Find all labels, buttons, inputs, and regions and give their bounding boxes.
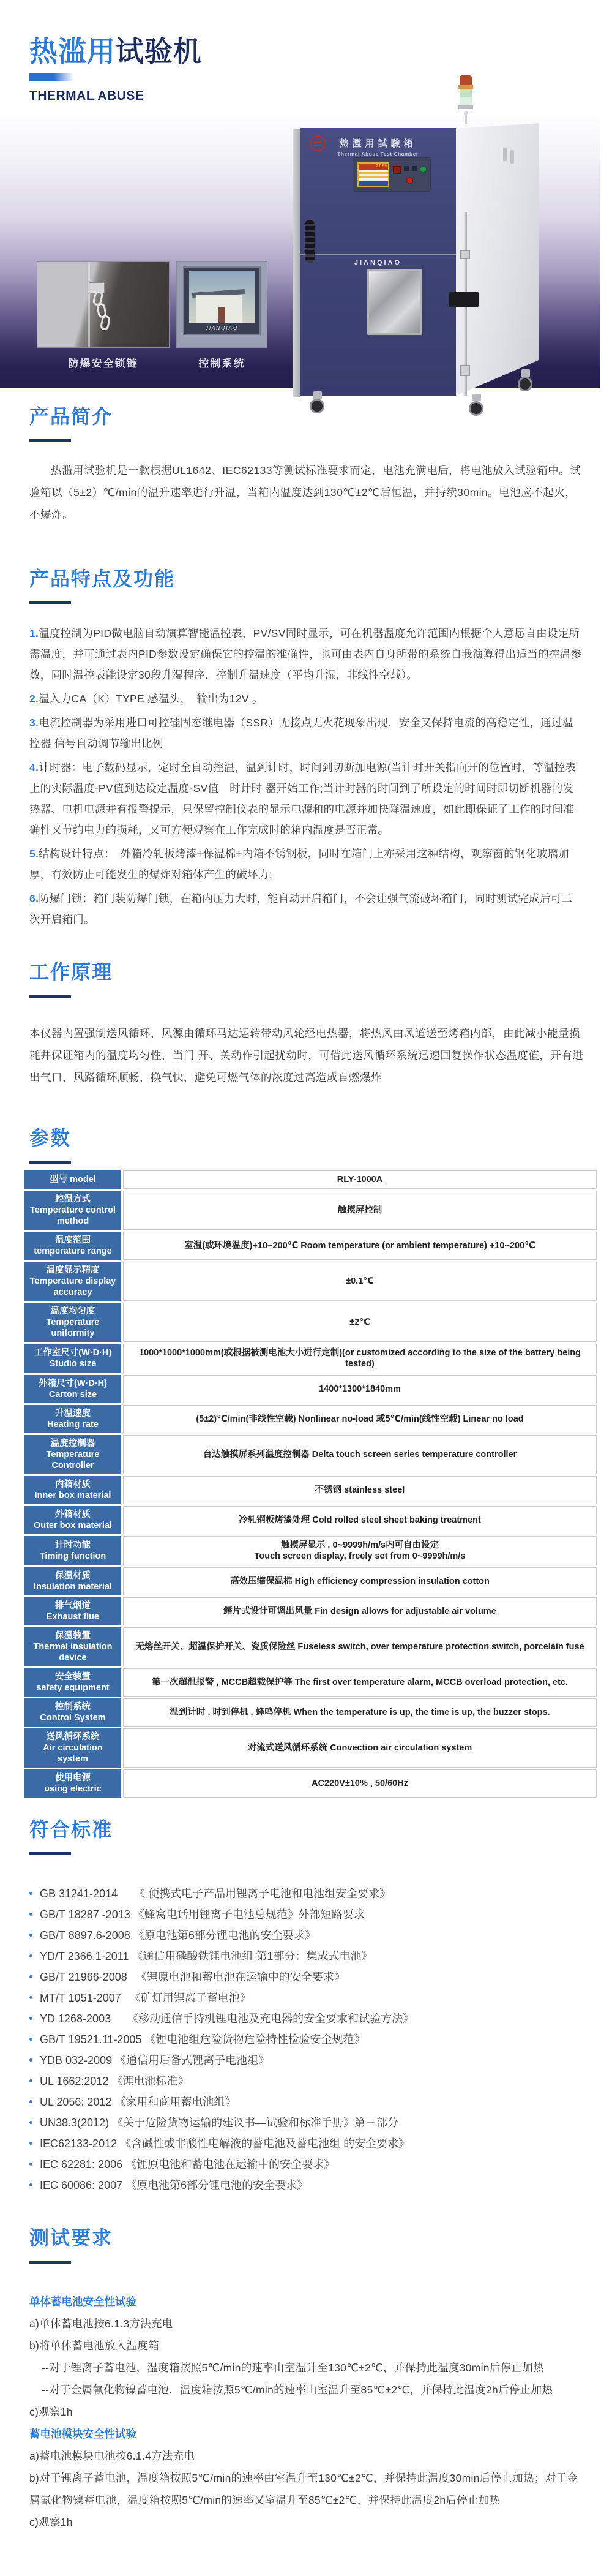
param-value [123,1567,597,1595]
param-label [24,1769,121,1798]
param-value-line: 冷轧钢板烤漆处理 Cold rolled steel sheet baking treatment [239,1515,481,1525]
machine-name-zh: 熱濫用試驗箱 [339,138,417,149]
inset-photo-control-system [176,261,267,348]
signal-tower-base [458,105,473,109]
param-value [123,1344,597,1373]
param-value-line: Touch screen display, freely set from 0~9999h/m/s [254,1551,466,1561]
param-label-line: 排气烟道 [55,1601,91,1611]
hinge-knuckle-top [460,250,470,259]
bullet-icon [29,2017,32,2020]
table-row [24,1405,597,1433]
table-row [24,1668,597,1697]
param-label-line: Temperature Controller [46,1450,100,1471]
param-label [24,1375,121,1403]
param-value-line: (5±2)℃/min(非线性空载) Nonlinear no-load 或5℃/min(线性空载) Linear no load [196,1414,524,1424]
table-row [24,1191,597,1230]
bullet-icon [29,2058,32,2062]
table-row [24,1375,597,1403]
standards-list [29,1883,583,2196]
standard-item [29,2133,583,2154]
standard-text: GB/T 18287 -2013 《蜂窝电话用锂离子电池总规范》外部短路要求 [40,1908,365,1921]
param-label [24,1728,121,1768]
standard-item [29,1904,583,1925]
param-value-line: 1400*1300*1840mm [319,1384,401,1394]
param-label-line: 计时功能 [55,1540,91,1550]
test-subtitle: 蓄电池模块安全性试验 [29,2428,136,2440]
stop-button[interactable] [406,177,413,184]
param-label-line: Outer box material [33,1521,113,1531]
param-label-line: 温度范围 [55,1235,91,1245]
bullet-icon [29,2142,32,2145]
page-subtitle: THERMAL ABUSE [29,89,144,103]
param-label-line: 温度显示精度 [46,1265,100,1275]
feature-text: 温入力CA（K）TYPE 感温头， 输出为12V 。 [39,693,263,705]
bullet-icon [29,1892,32,1895]
touchscreen[interactable] [357,162,389,187]
inset-caption-control-system: 控制系统 [198,358,245,369]
section-features-title: 产品特点及功能 [29,568,176,590]
param-value-line: 不锈钢 stainless steel [315,1485,405,1495]
table-row [24,1170,597,1189]
door-brand-text: JIANQIAO [354,259,402,266]
standard-text: UL 2056: 2012 《家用和商用蓄电池组》 [40,2096,236,2108]
bullet-icon [29,2079,32,2082]
table-row [24,1344,597,1373]
section-params [0,1123,612,1799]
table-row [24,1769,597,1798]
param-label [24,1567,121,1595]
param-label [24,1170,121,1189]
hinge-knuckle-bottom [460,365,470,376]
param-value [123,1506,597,1534]
feature-item [29,688,583,709]
standard-item [29,1987,583,2008]
param-value [123,1668,597,1697]
indicator-light [404,166,409,171]
touch-panel-frame [183,266,261,335]
param-value [123,1375,597,1403]
param-label [24,1627,121,1666]
section-underline [29,1161,71,1164]
screen-footer [359,181,388,186]
standard-text: GB/T 21966-2008 《锂原电池和蓄电池在运输中的安全要求》 [40,1971,345,1983]
param-label-line: Exhaust flue [46,1612,100,1622]
standard-item [29,2175,583,2196]
param-label-line: temperature range [34,1246,112,1256]
param-value [123,1728,597,1768]
param-label-line: 控温方式 [55,1194,91,1204]
param-label-line: Timing function [39,1551,106,1561]
table-row [24,1506,597,1534]
section-params-title: 参数 [29,1127,72,1149]
section-intro [0,401,612,525]
param-label-line: Heating rate [47,1420,99,1429]
section-underline [29,601,71,604]
feature-item [29,757,583,840]
table-row [24,1476,597,1504]
table-row [24,1728,597,1768]
param-label-line: Studio size [49,1359,97,1369]
feature-text: 电流控制器为采用进口可控硅固态继电器（SSR）无接点无火花现象出现，安全又保持电流的高稳定性，通过温控器 信号自动调节输出比例 [29,717,573,750]
inset-caption-safety-chain: 防爆安全锁链 [68,358,138,369]
param-value-line: 高效压缩保温棉 High efficiency compression insulation cotton [230,1576,490,1586]
signal-light-red [460,75,472,85]
test-blocks [29,2291,583,2533]
test-line: b)对于锂离子蓄电池，温度箱按照5℃/min的速率由室温升至130℃±2℃，并保持此温度30min后停止加热；对于金属氰化物镍蓄电池，温度箱按照5℃/min的速率又室温升至85℃±2℃，并保持此温度2h后停止加热 [29,2472,578,2506]
control-panel [353,157,431,192]
standard-text: IEC 62281: 2006 《锂原电池和蓄电池在运输中的安全要求》 [40,2158,335,2171]
param-value-line: AC220V±10% , 50/60Hz [312,1779,408,1788]
parameters-table [23,1169,599,1799]
param-value-line: 第一次超温报警 , MCCB超载保护等 The first over temperature alarm, MCCB overload protection, etc. [152,1678,568,1687]
machine-name-en: Thermal Abuse Test Chamber [337,151,419,157]
signal-light-white [460,97,472,105]
param-label-line: Temperature control method [30,1205,116,1226]
standard-text: YDB 032-2009 《通信用后备式锂离子电池组》 [40,2054,270,2066]
section-intro-title: 产品简介 [29,405,113,427]
param-label [24,1698,121,1727]
signal-tower-joint [464,111,468,115]
bullet-icon [29,1996,32,1999]
section-underline [29,439,71,442]
param-label-line: 内箱材质 [55,1480,91,1489]
param-value-line: 室温(或环境温度)+10~200℃ Room temperature (or ambient temperature) +10~200℃ [184,1241,536,1251]
standard-item [29,2029,583,2050]
page-title-rest: 试验机 [116,36,202,67]
param-label-line: Temperature uniformity [46,1317,100,1338]
param-label-line: 升温速度 [55,1409,91,1418]
caster-wheel [518,369,534,394]
param-label-line: Insulation material [33,1582,113,1592]
param-value-line: 1000*1000*1000mm(或根据被测电池大小进行定制)(or customized according to the size of the battery being tested) [139,1348,581,1369]
param-value-line: ±2℃ [349,1317,370,1327]
param-label [24,1303,121,1342]
test-block [29,2423,583,2533]
param-label-line: 温度均匀度 [50,1306,95,1316]
param-label-line: 使用电源 [55,1773,91,1783]
param-value [123,1232,597,1260]
signal-tower-pole [465,115,467,124]
section-test-title: 测试要求 [29,2227,113,2249]
param-label [24,1405,121,1433]
emergency-stop-button[interactable] [393,166,401,174]
side-vent-slot [503,148,507,161]
standard-text: UL 1662:2012 《锂电池标准》 [40,2075,189,2087]
param-label [24,1191,121,1230]
bullet-icon [29,2100,32,2103]
bullet-icon [29,2183,32,2186]
param-value [123,1303,597,1342]
param-label-line: 温度控制器 [50,1439,95,1448]
table-row [24,1627,597,1666]
param-value-line: 触摸屏控制 [337,1205,382,1215]
page-title-highlight: 热滥用 [29,36,116,67]
caster-wheel [310,391,326,416]
param-label [24,1536,121,1565]
param-label-line: using electric [44,1784,102,1794]
param-value-line: 无熔丝开关、超温保护开关、瓷质保险丝 Fuseless switch, over temperature protection switch, porcelain fuse [135,1642,584,1652]
bullet-icon [29,1954,32,1957]
feature-item [29,623,583,685]
standard-item [29,2092,583,2112]
standard-item [29,2112,583,2133]
principle-paragraph: 本仪器内置强制送风循环，风源由循环马达运转带动风轮经电热器，将热风由风道送至烤箱内部，由此减小能量损耗并保证箱内的温度均匀性，当门 开、关动作引起扰动时，可借此送风循环系统迅速回复操作状态温度值，开有进出气口，风路循环顺畅，换气快，避免可燃气体的浓度过高造成自燃爆炸 [29,1027,584,1083]
viewing-window [367,269,422,335]
standard-text: GB/T 8897.6-2008 《原电池第6部分锂电池的安全要求》 [40,1929,316,1941]
test-line: a)单体蓄电池按6.1.3方法充电 [29,2318,173,2330]
section-underline [29,995,71,998]
test-line: c)观察1h [29,2516,73,2528]
param-label-line: 送风循环系统 [46,1732,100,1742]
param-label [24,1262,121,1301]
param-value-line: 温到计时 , 时到停机 , 蜂鸣停机 When the temperature is up, the time is up, the buzzer stops. [170,1708,550,1717]
feature-text: 计时器：电子数码显示，定时全自动控温，温到计时，时间到切断加电源(当计时开关指向开的位置时，等温控表上的实际温度-PV值到达设定温度-SV值 时计时 器开始工作;当计时器的时间到了所设定的时间时即切断机器的发热器、电机电源并有报警提示，只保留控制仪表的显示电源和的电源并加快降温速度，如此即保证了工作的时间准确性又节约电力的损耗，又可方便观察在工作完成时的箱内温度是否正常。 [29,761,577,836]
param-label-line: 型号 model [50,1175,96,1184]
intro-paragraph: 热滥用试验机是一款根据UL1642、IEC62133等测试标准要求而定，电池充满电后，将电池放入试验箱中。试验箱以（5±2）℃/min的温升速率进行升温，当箱内温度达到130℃±2℃后恒温，并持续30min。电池应不起火，不爆炸。 [29,464,581,521]
param-label [24,1435,121,1474]
screen-rows [359,170,388,181]
param-label-line: Thermal insulation device [33,1642,113,1663]
test-line: --对于金属氰化物镍蓄电池，温度箱按照5℃/min的速率由室温升至85℃±2℃，并保持此温度2h后停止加热 [42,2384,553,2396]
standard-text: IEC62133-2012 《含碱性或非酸性电解液的蓄电池及蓄电池组 的安全要求》 [40,2137,410,2150]
machine-left-frame [293,129,300,397]
feature-number: 4. [29,761,39,774]
param-value [123,1435,597,1474]
standard-text: YD 1268-2003 《移动通信手持机锂电池及充电器的安全要求和试验方法》 [40,2013,414,2025]
bullet-icon [29,1975,32,1978]
param-label-line: Carton size [48,1390,97,1399]
bullet-icon [29,2038,32,2041]
param-label-line: Inner box material [34,1491,111,1501]
feature-item [29,712,583,754]
param-label-line: safety equipment [36,1683,110,1693]
bullet-icon [29,1934,32,1937]
section-principle-title: 工作原理 [29,961,113,983]
title-accent-bar [29,73,73,81]
param-label-line: 外箱材质 [55,1510,91,1520]
feature-number: 2. [29,693,39,705]
test-line: b)将单体蓄电池放入温度箱 [29,2340,159,2352]
bullet-icon [29,2163,32,2166]
param-value-line: 鳍片式设计可调出风量 Fin design allows for adjustable air volume [223,1606,496,1616]
hero-banner [0,111,612,388]
page-header [0,0,612,104]
param-value-line: 触摸屏显示 , 0~9999h/m/s内可自由设定 [280,1540,439,1550]
table-row [24,1303,597,1342]
feature-item [29,843,583,885]
param-label [24,1232,121,1260]
param-label-line: 保温装置 [55,1631,91,1641]
feature-number: 1. [29,627,39,639]
param-label-line: 控制系统 [55,1702,91,1712]
param-label-line: 工作室尺寸(W·D·H) [34,1348,112,1358]
param-label-line: 保温材质 [55,1571,91,1581]
param-label [24,1476,121,1504]
param-value [123,1191,597,1230]
test-block [29,2291,583,2423]
test-chamber-illustration [293,123,539,416]
param-value-line: ±0.1℃ [346,1276,374,1286]
table-row [24,1536,597,1565]
panel-buttons [389,164,430,186]
standard-item [29,2154,583,2175]
standard-text: IEC 60086: 2007 《原电池第6部分锂电池的安全要求》 [40,2179,308,2191]
bullet-icon [29,2121,32,2124]
standard-text: UN38.3(2012) 《关于危险货物运输的建议书—试验和标准手册》第三部分 [40,2117,399,2129]
standard-item [29,1967,583,1987]
test-line: --对于锂离子蓄电池，温度箱按照5℃/min的速率由室温升至130℃±2℃，并保持此温度30min后停止加热 [42,2362,544,2374]
test-line: a)蓄电池模块电池按6.1.4方法充电 [29,2450,195,2462]
table-row [24,1262,597,1301]
standard-item [29,2050,583,2071]
section-test [0,2223,612,2576]
param-value [123,1769,597,1798]
param-value-line: 台达触摸屏系列温度控制器 Delta touch screen series temperature controller [203,1450,517,1459]
bullet-icon [29,1913,32,1916]
door-handle[interactable] [449,292,479,307]
touch-panel-screen [189,271,255,323]
signal-light-green [460,89,472,97]
standard-item [29,1946,583,1967]
section-standards [0,1814,612,2196]
standard-text: GB 31241-2014 《 便携式电子产品用锂离子电池和电池组安全要求》 [40,1888,391,1900]
feature-number: 3. [29,717,39,729]
standard-text: MT/T 1051-2007 《矿灯用锂离子蓄电池》 [40,1992,251,2004]
door-seam [300,254,456,255]
param-value [123,1262,597,1301]
param-label [24,1344,121,1373]
section-underline [29,1852,71,1855]
start-button[interactable] [420,166,427,173]
indicator-light [412,166,417,171]
section-principle [0,957,612,1088]
test-line: c)观察1h [29,2406,73,2418]
table-row [24,1567,597,1595]
param-label [24,1506,121,1534]
param-value-line: RLY-1000A [337,1175,383,1184]
machine-front-panel [300,128,456,396]
screen-temperature-readout: 27.89 [359,164,388,170]
param-label-line: Control System [40,1713,106,1723]
standard-text: GB/T 19521.11-2005 《锂电池组危险货物危险特性检验安全规范》 [40,2033,365,2046]
standard-item [29,1925,583,1946]
machine-side-panel [456,123,539,396]
feature-text: 结构设计特点： 外箱冷轧板烤漆+保温棉+内箱不锈钢板，同时在箱门上亦采用这种结构，观察窗的钢化玻璃加厚，有效防止可能发生的爆炸对箱体产生的破坏力; [29,848,569,881]
brand-logo-icon [310,135,326,151]
param-label-line: 安全装置 [55,1672,91,1682]
section-features [0,563,612,930]
standard-item [29,2071,583,2092]
panel-seam [88,262,90,347]
param-value [123,1536,597,1565]
signal-tower-light [458,75,474,135]
param-value [123,1405,597,1433]
param-value [123,1698,597,1727]
param-label-line: Temperature display accuracy [29,1276,116,1297]
touch-panel-brand: JIANQIAO [205,325,239,331]
standard-text: YD/T 2366.1-2011 《通信用磷酸铁锂电池组 第1部分：集成式电池》 [40,1950,373,1962]
feature-number: 6. [29,892,39,905]
building-door [218,307,225,323]
section-underline [29,2261,71,2264]
page-title [29,36,612,67]
table-row [24,1232,597,1260]
test-subtitle: 单体蓄电池安全性试验 [29,2295,136,2308]
inset-photo-safety-chain [37,261,170,348]
standard-item [29,1883,583,1904]
spiral-cable [305,220,315,263]
table-row [24,1698,597,1727]
param-label [24,1597,121,1625]
feature-item [29,888,583,930]
param-label-line: Air circulation system [43,1743,103,1764]
feature-text: 温度控制为PID微电脑自动演算智能温控表，PV/SV同时显示，可在机器温度允许范围内根据个人意愿自由设定所需温度，并可通过表内PID参数设定确保它的控温的准确性，也可由表内自身所带的系统自我演算得出适当的控温参数，同时温控表能设定30段升湿程序，控制升温速度（平均升湿，非线性空载）。 [29,627,582,681]
param-label [24,1668,121,1697]
feature-text: 防爆门锁：箱门装防爆门锁，在箱内压力大时，能自动开启箱门，不会让强气流破坏箱门，同时测试完成后可二次开启箱门。 [29,892,573,925]
param-value-line: 对流式送风循环系统 Convection air circulation system [247,1743,472,1753]
caster-wheel [469,394,485,418]
param-value [123,1476,597,1504]
standard-item [29,2008,583,2029]
section-standards-title: 符合标准 [29,1818,113,1840]
table-row [24,1435,597,1474]
param-value [123,1597,597,1625]
param-value [123,1627,597,1666]
param-label-line: 外箱尺寸(W·D·H) [39,1379,107,1388]
feature-number: 5. [29,848,39,860]
side-vent-slot [510,150,514,164]
features-list [29,623,583,930]
param-value [123,1170,597,1189]
table-row [24,1597,597,1625]
